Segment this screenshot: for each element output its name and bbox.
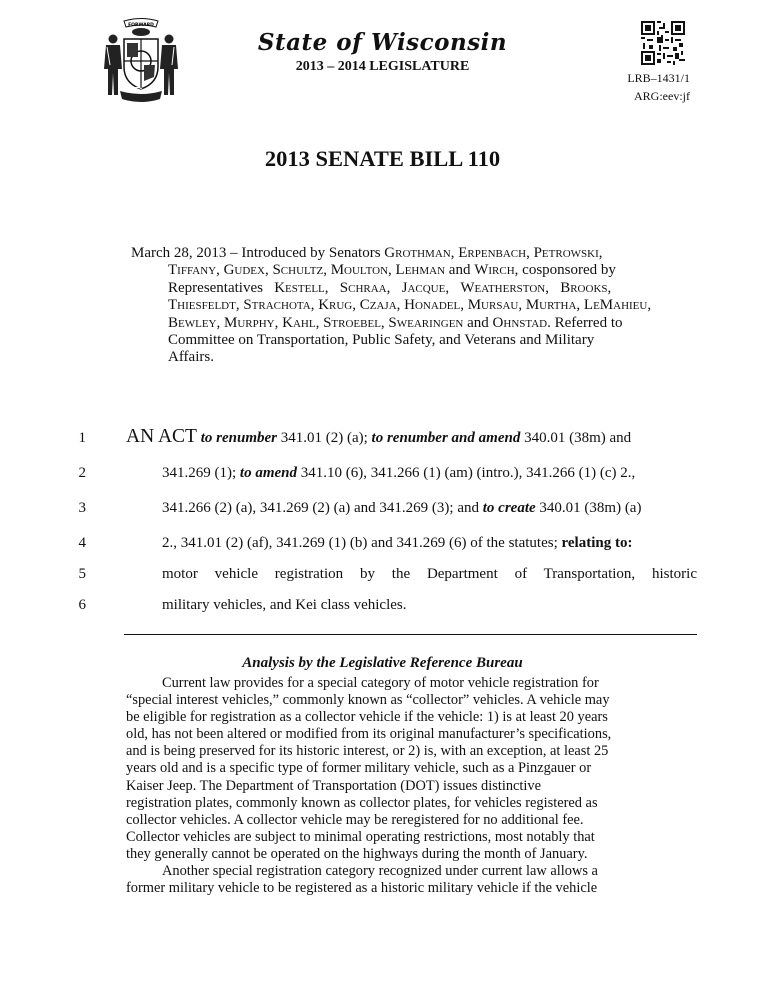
seal-motto: FORWARD <box>128 23 154 28</box>
act-text: 341.01 (2) (a); <box>276 430 372 446</box>
act-text: 2., 341.01 (2) (af), 341.269 (1) (b) and 341.269 (6) of the statutes; <box>162 535 562 551</box>
act-text: 341.10 (6), 341.266 (1) (am) (intro.), 341.266 (1) (c) 2., <box>297 465 636 481</box>
intro-line: Representatives Kestell, Schraa, Jacque, Weatherston, Brooks, <box>168 279 612 296</box>
analysis-title: Analysis by the Legislative Reference Bureau <box>242 655 523 671</box>
intro-line: Tiffany, Gudex, Schultz, Moulton, Lehman and Wirch, cosponsored by <box>168 262 616 279</box>
analysis-line: Another special registration category recognized under current law allows a <box>162 863 598 880</box>
act-line-3 <box>162 500 641 517</box>
act-verb: to renumber and amend <box>371 430 521 446</box>
intro-line: March 28, 2013 – Introduced by Senators Grothman, Erpenbach, Petrowski, <box>131 245 603 261</box>
relating-to: relating to: <box>561 535 633 551</box>
analysis-line: and is being preserved for its historic interest, or 2) is, with an exception, at least 25 <box>126 743 609 760</box>
act-line-6: military vehicles, and Kei class vehicles. <box>162 597 407 613</box>
act-line-4 <box>162 535 632 552</box>
introduction-paragraph <box>131 245 692 367</box>
qr-code-icon <box>641 21 685 65</box>
act-line-1 <box>126 426 631 448</box>
analysis-line: collector vehicles. A collector vehicle may be reregistered for no additional fee. <box>126 811 584 828</box>
analysis-line: Collector vehicles are subject to minimal operating restrictions, most notably that <box>126 828 595 845</box>
act-line-5: motor vehicle registration by the Department of Transportation, historic <box>162 566 697 582</box>
act-lead: AN ACT <box>126 426 197 447</box>
analysis-line: years old and is a specific type of former military vehicle, such as a Pinzgauer or <box>126 760 592 777</box>
section-divider <box>124 634 697 635</box>
act-text: 340.01 (38m) and <box>520 430 632 446</box>
act-text: 341.269 (1); <box>162 465 240 481</box>
bill-title: 2013 SENATE BILL 110 <box>264 146 501 171</box>
act-verb: to create <box>482 500 536 516</box>
intro-line: Affairs. <box>168 349 214 366</box>
intro-line: Bewley, Murphy, Kahl, Stroebel, Swearingen and Ohnstad. Referred to <box>168 314 623 331</box>
act-verb: to renumber <box>200 430 277 446</box>
analysis-body <box>126 675 698 897</box>
analysis-line: be eligible for registration as a collector vehicle if the vehicle: 1) is at least 20 years <box>126 709 608 726</box>
intro-line: Committee on Transportation, Public Safety, and Veterans and Military <box>168 332 595 349</box>
line-number: 5 <box>78 566 86 582</box>
analysis-line: “special interest vehicles,” commonly known as “collector” vehicles. A vehicle may <box>126 692 610 709</box>
analysis-line: former military vehicle to be registered as a historic military vehicle if the vehicle <box>126 880 598 897</box>
act-line-2 <box>162 465 635 482</box>
lrb-number: LRB–1431/1 <box>627 71 690 85</box>
analysis-line: they generally cannot be operated on the highways during the month of January. <box>126 845 588 862</box>
analysis-line: registration plates, commonly known as collector plates, for vehicles registered as <box>126 794 598 811</box>
line-number: 3 <box>78 500 86 516</box>
act-text: 340.01 (38m) (a) <box>535 500 642 516</box>
act-verb: to amend <box>239 465 298 481</box>
intro-line: Thiesfeldt, Strachota, Krug, Czaja, Honadel, Mursau, Murtha, LeMahieu, <box>168 297 652 314</box>
analysis-line: Kaiser Jeep. The Department of Transportation (DOT) issues distinctive <box>126 777 541 794</box>
legislature-session: 2013 – 2014 LEGISLATURE <box>295 59 470 74</box>
analysis-line: old, has not been altered or modified from its original manufacturer’s specifications, <box>126 726 612 743</box>
line-number: 2 <box>78 465 86 481</box>
drafter-initials: ARG:eev:jf <box>634 89 690 103</box>
act-text: 341.266 (2) (a), 341.269 (2) (a) and 341.269 (3); and <box>162 500 483 516</box>
line-number: 1 <box>78 430 86 446</box>
analysis-line: Current law provides for a special category of motor vehicle registration for <box>162 675 599 691</box>
line-number: 6 <box>78 597 86 613</box>
line-number: 4 <box>78 535 86 551</box>
state-title: State of Wisconsin <box>257 29 508 56</box>
